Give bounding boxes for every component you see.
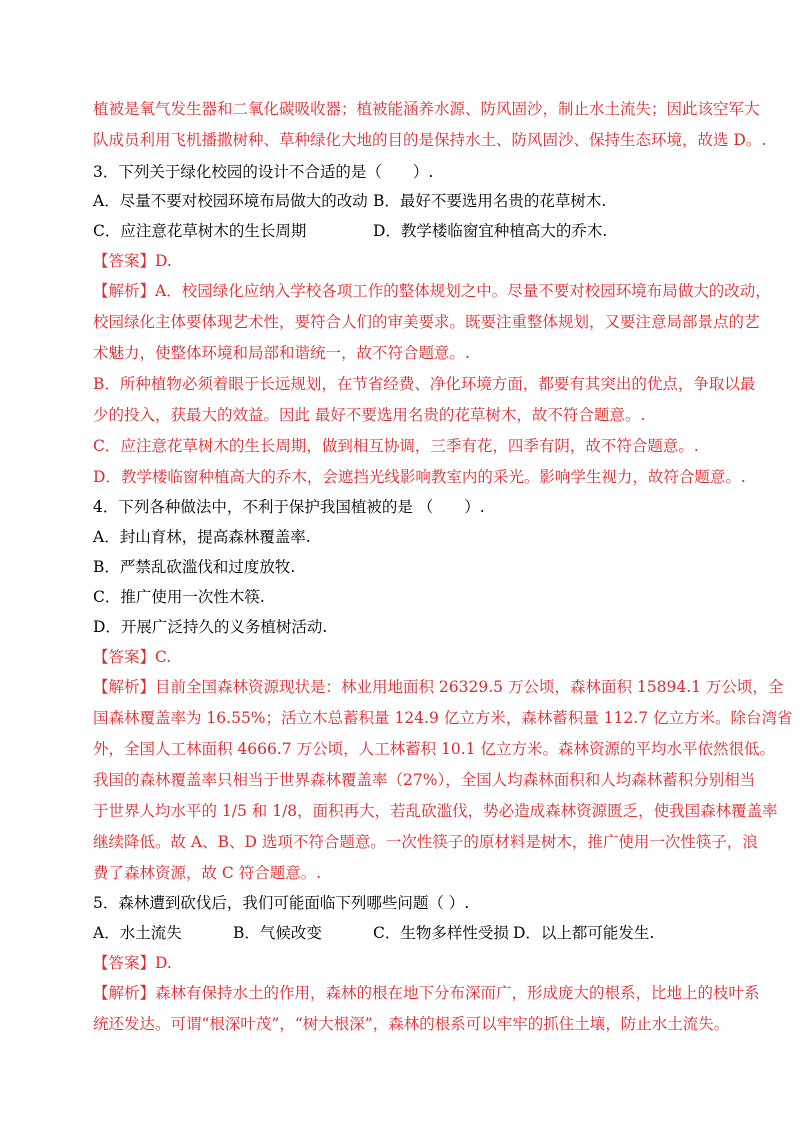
q5-option-d: D．以上都可能发生. <box>513 924 655 942</box>
q4-explanation-line-2: 国森林覆盖率为 16.55%；活立木总蓄积量 124.9 亿立方米，森林蓄积量 112.7 亿立方米。除台湾省 <box>93 709 793 727</box>
q5-stem: 5．森林遭到砍伐后，我们可能面临下列哪些问题（ ）. <box>93 894 470 912</box>
q4-option-c: C．推广使用一次性木筷. <box>93 588 265 606</box>
q5-explanation-line-1: 【解析】森林有保持水土的作用，森林的根在地下分布深而广，形成庞大的根系，比地上的枝叶系 <box>93 984 760 1002</box>
q4-option-d: D．开展广泛持久的义务植树活动. <box>93 618 328 636</box>
q4-explanation-line-5: 于世界人均水平的 1/5 和 1/8，面积再大，若乱砍滥伐，势必造成森林资源匮乏，使我国森林覆盖率 <box>93 802 778 820</box>
q4-answer: 【答案】C. <box>93 648 172 666</box>
q4-explanation-line-4: 我国的森林覆盖率只相当于世界森林覆盖率（27%），全国人均森林面积和人均森林蓄积分别相当 <box>93 771 756 789</box>
q4-explanation-line-7: 费了森林资源，故 C 符合题意。. <box>93 864 322 882</box>
q3-option-c: C．应注意花草树木的生长周期 <box>93 222 307 240</box>
q4-option-b: B．严禁乱砍滥伐和过度放牧. <box>93 558 296 576</box>
q3-option-b: B．最好不要选用名贵的花草树木. <box>373 192 607 210</box>
q2-explanation-line-2: 队成员利用飞机播撒树种、草种绿化大地的目的是保持水土、防风固沙、保持生态环境，故选 D。. <box>93 131 767 149</box>
q4-explanation-line-3: 外，全国人工林面积 4666.7 万公顷，人工林蓄积 10.1 亿立方米。森林资源的平均水平依然很低。 <box>93 740 775 758</box>
q5-option-c: C．生物多样性受损 <box>373 924 509 942</box>
q4-option-a: A．封山育林，提高森林覆盖率. <box>93 528 311 546</box>
q3-explanation-line-2: 校园绿化主体要体现艺术性，要符合人们的审美要求。既要注重整体规划，又要注意局部景点的艺 <box>93 313 760 331</box>
q3-stem: 3．下列关于绿化校园的设计不合适的是（ ）. <box>93 163 434 181</box>
q5-option-a: A．水土流失 <box>93 924 182 942</box>
q5-answer: 【答案】D. <box>93 954 172 972</box>
q3-option-a: A．尽量不要对校园环境布局做大的改动 <box>93 192 368 210</box>
q2-explanation-line-1: 植被是氧气发生器和二氧化碳吸收器；植被能涵养水源、防风固沙，制止水土流失；因此该空军大 <box>93 100 760 118</box>
q4-explanation-line-1: 【解析】目前全国森林资源现状是：林业用地面积 26329.5 万公顷，森林面积 15894.1 万公顷，全 <box>93 678 784 696</box>
q3-explanation-line-6: C．应注意花草树木的生长周期，做到相互协调，三季有花，四季有阴，故不符合题意。. <box>93 437 699 455</box>
q3-explanation-line-1: 【解析】A．校园绿化应纳入学校各项工作的整体规划之中。尽量不要对校园环境布局做大的改动， <box>93 282 771 300</box>
q4-stem: 4．下列各种做法中，不利于保护我国植被的是 （ ）. <box>93 498 485 516</box>
q5-explanation-line-2: 统还发达。可谓“根深叶茂”，“树大根深”，森林的根系可以牢牢的抓住土壤，防止水土流失。 <box>93 1015 730 1033</box>
q3-explanation-line-3: 术魅力，使整体环境和局部和谐统一，故不符合题意。. <box>93 344 470 362</box>
q3-explanation-line-5: 少的投入，获最大的效益。因此 最好不要选用名贵的花草树木，故不符合题意。. <box>93 406 646 424</box>
q5-option-b: B．气候改变 <box>233 924 322 942</box>
q3-answer: 【答案】D. <box>93 252 172 270</box>
q3-explanation-line-4: B．所种植物必须着眼于长远规划，在节省经费、净化环境方面，都要有其突出的优点，争取以最 <box>93 375 756 393</box>
q3-option-d: D．教学楼临窗宜种植高大的乔木. <box>373 222 608 240</box>
q3-explanation-line-7: D．教学楼临窗种植高大的乔木，会遮挡光线影响教室内的采光。影响学生视力，故符合题意。. <box>93 468 746 486</box>
q4-explanation-line-6: 继续降低。故 A、B、D 选项不符合题意。一次性筷子的原材料是树木，推广使用一次性筷子，浪 <box>93 833 758 851</box>
